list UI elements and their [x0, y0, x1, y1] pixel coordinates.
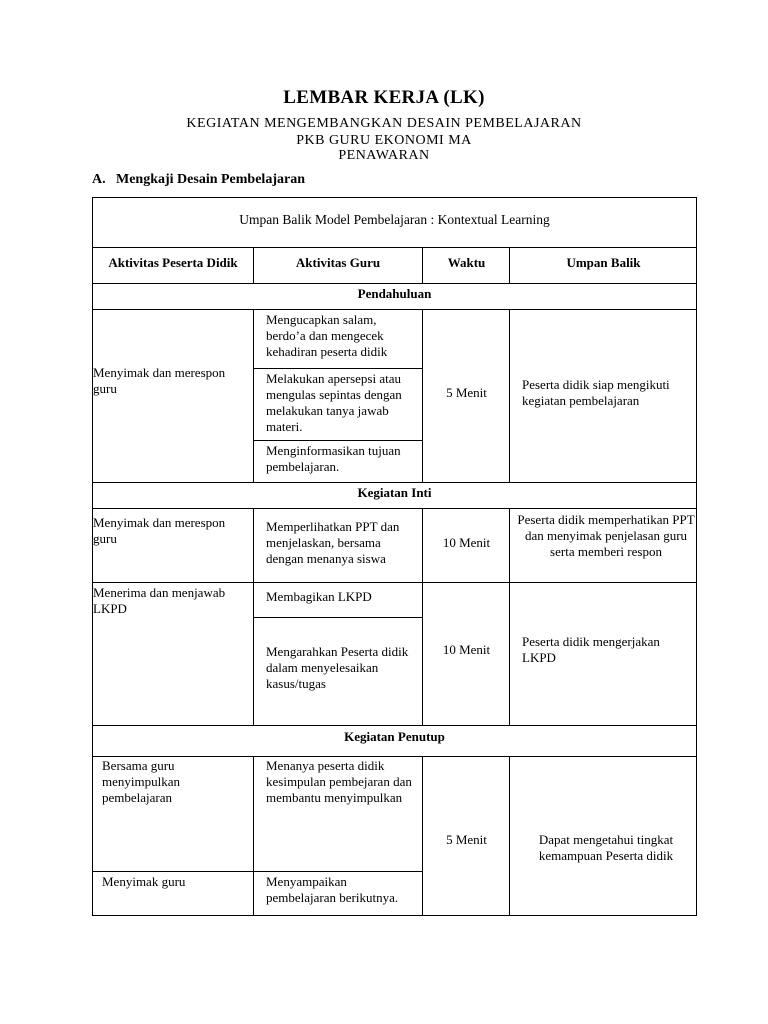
penutup-siswa-cell-1: Bersama guru menyimpulkan pembelajaran — [102, 758, 180, 805]
subtitle-line-3: PENAWARAN — [338, 148, 430, 163]
section-row-kegiatan-inti: Kegiatan Inti — [357, 485, 432, 500]
rule — [92, 482, 697, 483]
rule — [253, 756, 254, 916]
inti-row2-waktu-cell: 10 Menit — [442, 642, 491, 657]
column-header-waktu: Waktu — [447, 255, 486, 270]
rule — [92, 725, 697, 726]
inti-row1-umpan-cell: Peserta didik memperhatikan PPT dan menyimak penjelasan guru serta memberi respon — [517, 512, 695, 559]
column-header-guru: Aktivitas Guru — [295, 255, 381, 270]
inti-row1-guru-cell: Memperlihatkan PPT dan menjelaskan, bersama dengan menanya siswa — [266, 519, 400, 566]
penutup-guru-cell-1: Menanya peserta didik kesimpulan pembejaran dan membantu menyimpulkan — [266, 758, 412, 805]
pendahuluan-guru-cell-2: Melakukan apersepsi atau mengulas sepintas dengan melakukan tanya jawab materi. — [266, 371, 402, 434]
pendahuluan-umpan-cell: Peserta didik siap mengikuti kegiatan pembelajaran — [522, 377, 670, 408]
rule — [253, 508, 254, 725]
rule — [254, 617, 422, 618]
rule — [92, 247, 697, 248]
rule — [92, 582, 697, 583]
inti-row1-siswa-cell: Menyimak dan merespon guru — [93, 515, 226, 546]
section-row-pendahuluan: Pendahuluan — [357, 286, 432, 301]
pendahuluan-guru-cell-1: Mengucapkan salam, berdo’a dan mengecek kehadiran peserta didik — [266, 312, 388, 359]
section-title: Mengkaji Desain Pembelajaran — [116, 172, 305, 187]
rule — [92, 508, 697, 509]
inti-row1-waktu-cell: 10 Menit — [442, 535, 491, 550]
rule — [92, 309, 697, 310]
document-title: LEMBAR KERJA (LK) — [283, 87, 485, 108]
inti-row2-umpan-cell: Peserta didik mengerjakan LKPD — [522, 634, 660, 665]
penutup-umpan-cell: Dapat mengetahui tingkat kemampuan Peserta didik — [538, 832, 674, 863]
table-caption: Umpan Balik Model Pembelajaran : Kontextual Learning — [239, 212, 550, 227]
pendahuluan-siswa-cell: Menyimak dan merespon guru — [93, 365, 226, 396]
pendahuluan-guru-cell-3: Menginformasikan tujuan pembelajaran. — [266, 443, 401, 474]
subtitle-line-2: PKB GURU EKONOMI MA — [296, 133, 472, 148]
section-number: A. — [92, 172, 106, 187]
penutup-siswa-cell-2: Menyimak guru — [102, 874, 186, 889]
inti-row2-guru-cell-2: Mengarahkan Peserta didik dalam menyelesaikan kasus/tugas — [266, 644, 409, 691]
rule — [254, 368, 422, 369]
inti-row2-siswa-cell: Menerima dan menjawab LKPD — [93, 585, 226, 616]
pendahuluan-waktu-cell: 5 Menit — [446, 385, 487, 400]
section-row-kegiatan-penutup: Kegiatan Penutup — [344, 729, 445, 744]
rule — [254, 440, 422, 441]
rule — [92, 871, 422, 872]
inti-row2-guru-cell-1: Membagikan LKPD — [266, 589, 372, 604]
rule — [92, 283, 697, 284]
subtitle-line-1: KEGIATAN MENGEMBANGKAN DESAIN PEMBELAJARAN — [186, 116, 582, 131]
penutup-guru-cell-2: Menyampaikan pembelajaran berikutnya. — [266, 874, 399, 905]
penutup-waktu-cell: 5 Menit — [446, 832, 487, 847]
column-header-siswa: Aktivitas Peserta Didik — [108, 255, 238, 270]
column-header-umpan-balik: Umpan Balik — [566, 255, 641, 270]
section-heading — [92, 172, 305, 188]
rule — [92, 756, 697, 757]
rule — [253, 309, 254, 482]
